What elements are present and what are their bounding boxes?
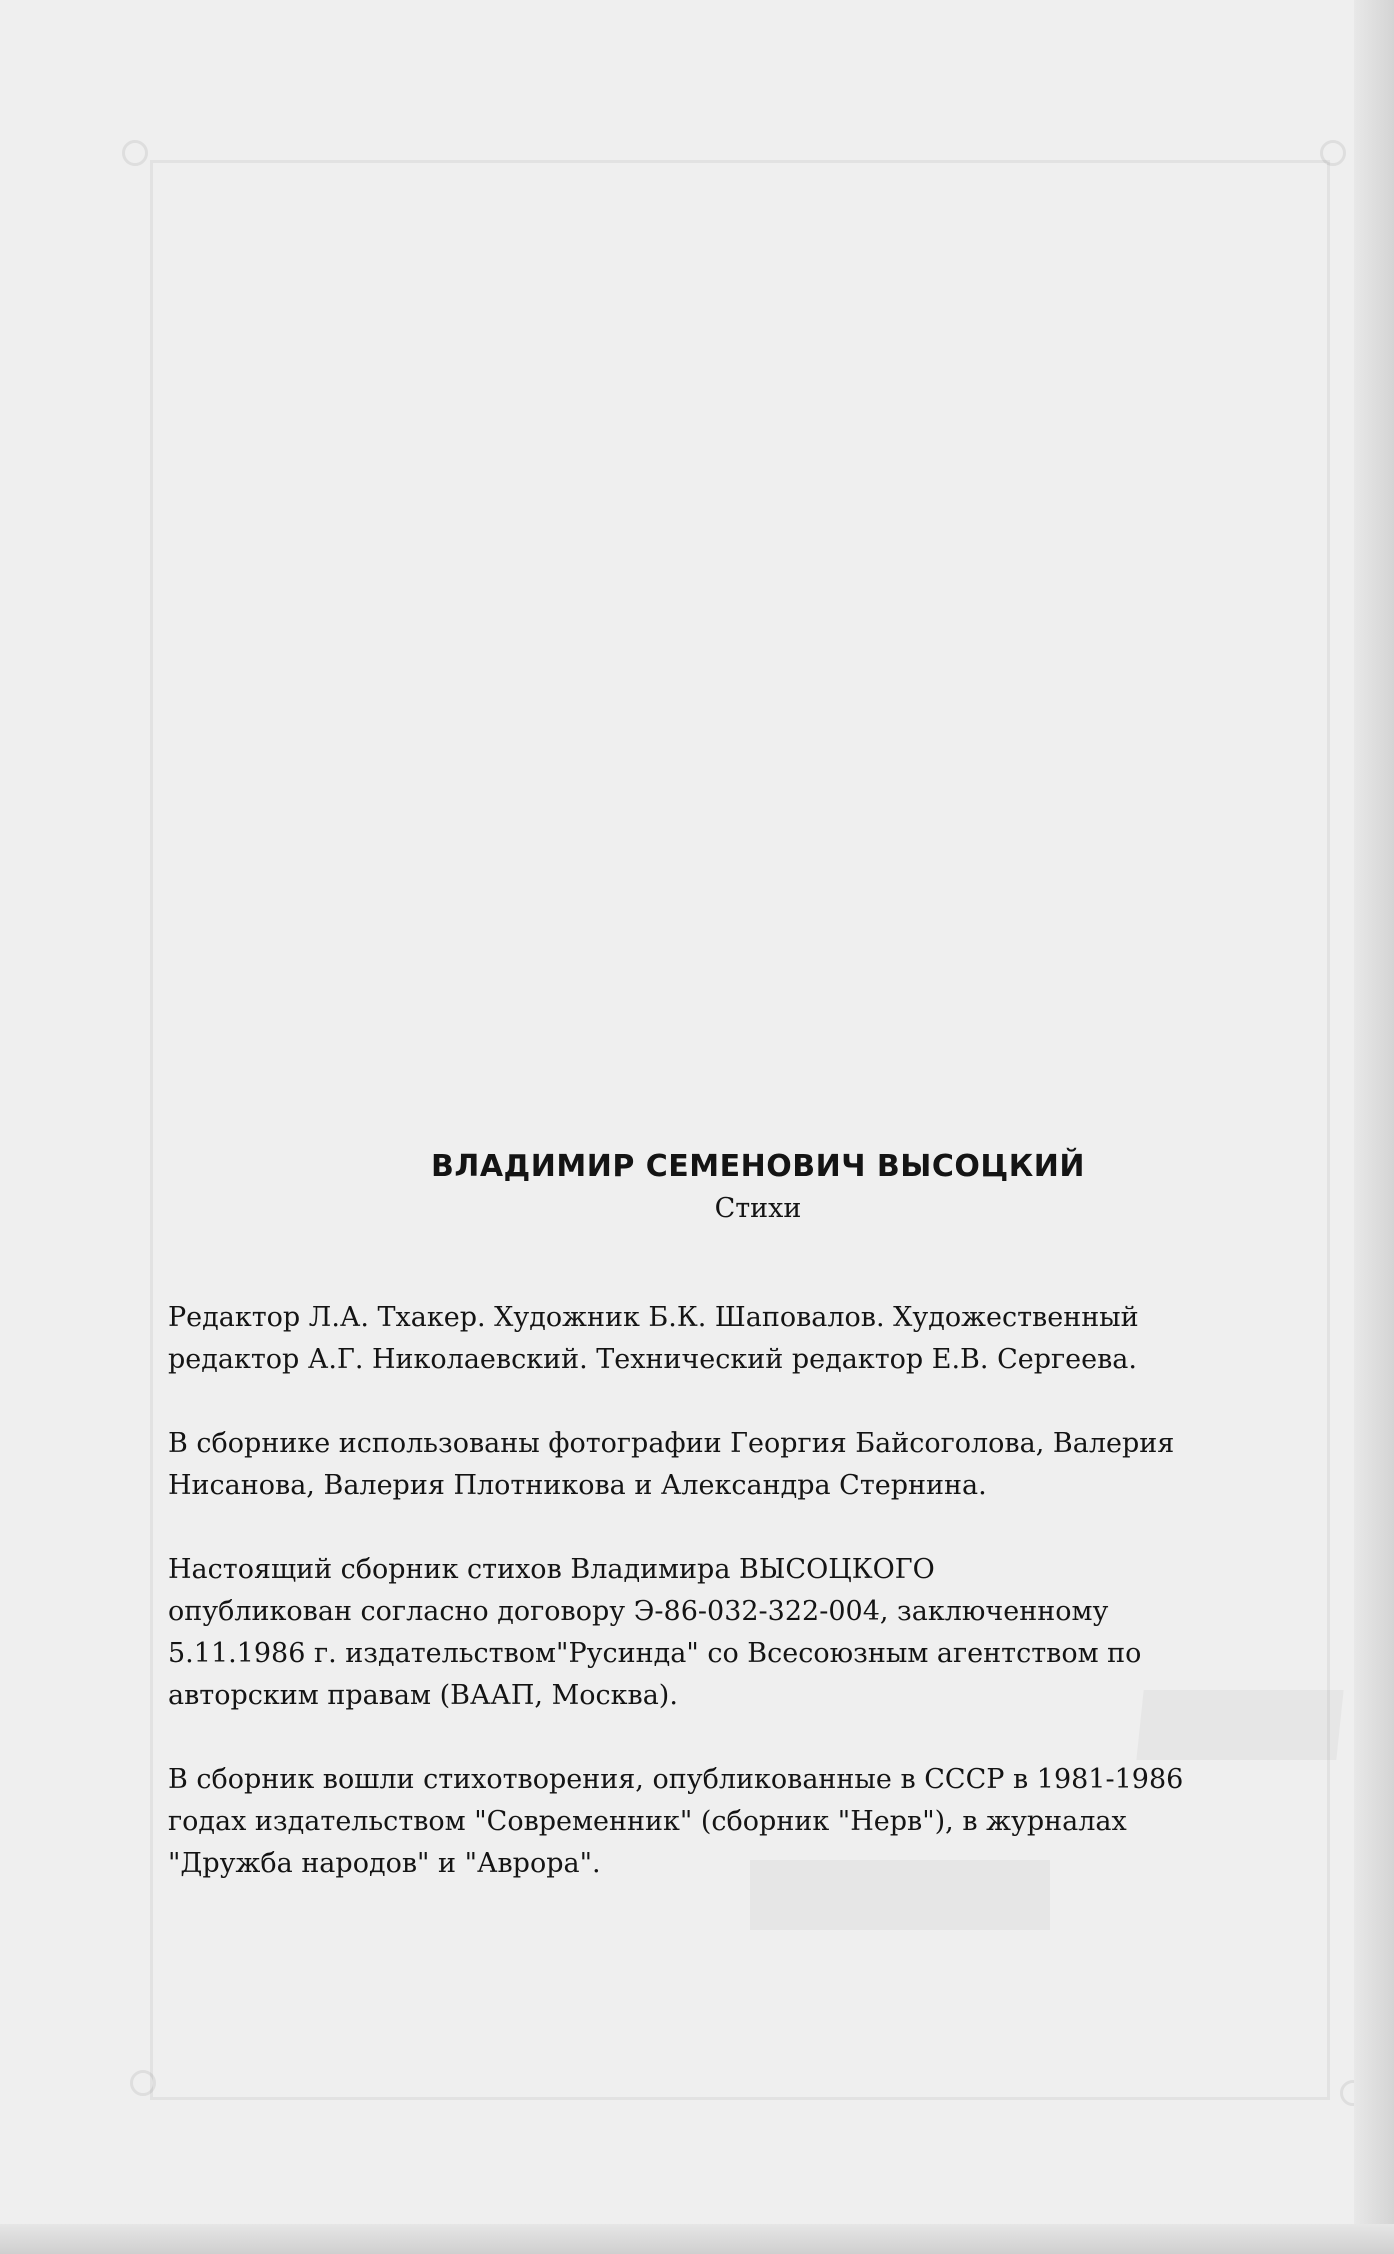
credits-section — [168, 1297, 1328, 1885]
text-line: 5.11.1986 г. издательством"Русинда" со Всесоюзным агентством по — [168, 1638, 1142, 1669]
corner-ornament — [1320, 140, 1346, 166]
book-title: ВЛАДИМИР СЕМЕНОВИЧ ВЫСОЦКИЙ — [431, 1149, 1085, 1184]
text-line: Настоящий сборник стихов Владимира ВЫСОЦКОГО — [168, 1554, 935, 1585]
text-line: годах издательством "Современник" (сборник "Нерв"), в журналах — [168, 1806, 1127, 1837]
paragraph-agreement — [168, 1549, 1328, 1717]
corner-ornament — [122, 140, 148, 166]
text-line: Редактор Л.А. Тхакер. Художник Б.К. Шаповалов. Художественный — [168, 1302, 1139, 1333]
text-line: В сборнике использованы фотографии Георгия Байсоголова, Валерия — [168, 1428, 1175, 1459]
text-line: редактор А.Г. Николаевский. Технический редактор Е.В. Сергеева. — [168, 1344, 1137, 1375]
scan-edge-right — [1354, 0, 1394, 2254]
paragraph-photos — [168, 1423, 1328, 1507]
imprint-block — [168, 1145, 1328, 1885]
text-line: опубликован согласно договору Э-86-032-322-004, заключенному — [168, 1596, 1109, 1627]
book-subtitle: Стихи — [714, 1193, 802, 1224]
text-line: В сборник вошли стихотворения, опубликованные в СССР в 1981-1986 — [168, 1764, 1184, 1795]
text-line: "Дружба народов" и "Аврора". — [168, 1848, 601, 1879]
text-line: авторским правам (ВААП, Москва). — [168, 1680, 678, 1711]
scan-edge-bottom — [0, 2224, 1394, 2254]
paragraph-editors — [168, 1297, 1328, 1381]
corner-ornament — [130, 2070, 156, 2096]
paragraph-sources — [168, 1759, 1328, 1885]
text-line: Нисанова, Валерия Плотникова и Александра Стернина. — [168, 1470, 987, 1501]
